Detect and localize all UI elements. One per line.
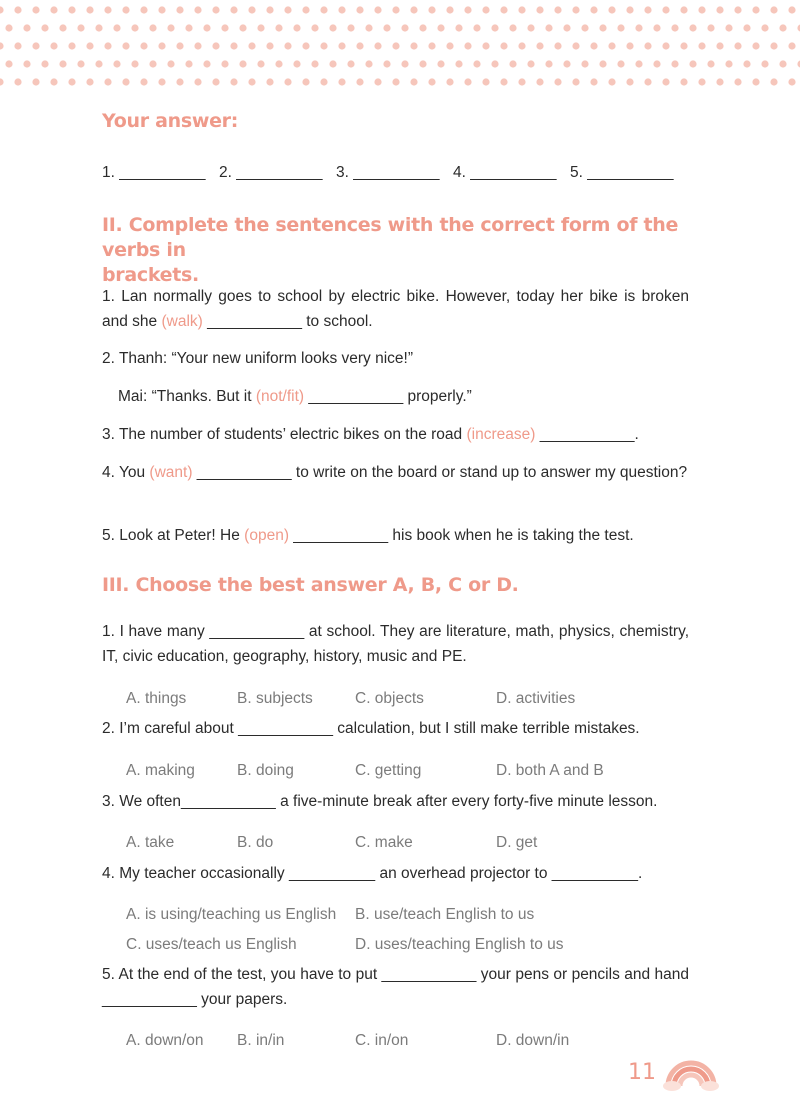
section-3-question-1: 1. I have many ___________ at school. They are literature, math, physics, chemistry, IT, civic education, geography, history, music and PE.: [102, 623, 689, 665]
question-text: 4. You: [102, 464, 150, 481]
rainbow-icon: [660, 1040, 722, 1092]
section-2-heading-line-1: II. Complete the sentences with the correct form of the verbs in: [102, 214, 679, 261]
polka-dot-border: [0, 0, 800, 95]
question-blank[interactable]: ___________ to school.: [202, 313, 373, 330]
section-2-question-3: [102, 422, 639, 447]
question-text: 3. The number of students’ electric bikes on the road: [102, 426, 467, 443]
option-d[interactable]: D. uses/teaching English to us: [355, 936, 564, 953]
verb-hint: (open): [244, 527, 289, 544]
answer-blank-5[interactable]: 5. __________: [570, 164, 674, 181]
option-a[interactable]: A. down/on: [126, 1032, 204, 1049]
section-2-question-2-line-1: 2. Thanh: “Your new uniform looks very nice!”: [102, 350, 414, 367]
question-blank[interactable]: ___________ his book when he is taking the test.: [288, 527, 634, 544]
section-3-question-3: 3. We often___________ a five-minute break after every forty-five minute lesson.: [102, 793, 658, 810]
option-b[interactable]: B. doing: [237, 762, 294, 779]
section-2-heading: [102, 213, 702, 288]
option-d[interactable]: D. both A and B: [496, 762, 604, 779]
verb-hint: (not/fit): [255, 388, 305, 405]
option-a[interactable]: A. things: [126, 690, 187, 707]
answer-blank-3[interactable]: 3. __________: [336, 164, 440, 181]
option-b[interactable]: B. in/in: [237, 1032, 285, 1049]
option-d[interactable]: D. get: [496, 834, 538, 851]
section-2-question-4: [102, 460, 689, 485]
section-2-heading-line-2: brackets.: [102, 264, 199, 286]
verb-hint: (increase): [466, 426, 536, 443]
verb-hint: (walk): [161, 313, 203, 330]
question-blank[interactable]: ___________ to write on the board or stand up to answer my question?: [192, 464, 688, 481]
question-blank[interactable]: ___________ properly.”: [304, 388, 472, 405]
section-3-question-5: 5. At the end of the test, you have to put ___________ your pens or pencils and hand ___________ your papers.: [102, 966, 689, 1008]
question-text: Mai: “Thanks. But it: [118, 388, 256, 405]
answer-blank-1[interactable]: 1. __________: [102, 164, 206, 181]
option-c[interactable]: C. getting: [355, 762, 422, 779]
section-2-question-5: [102, 523, 634, 548]
answer-blank-4[interactable]: 4. __________: [453, 164, 557, 181]
option-d[interactable]: D. activities: [496, 690, 576, 707]
option-c[interactable]: C. uses/teach us English: [126, 936, 297, 953]
option-d[interactable]: D. down/in: [496, 1032, 570, 1049]
page-number: 11: [628, 1060, 656, 1085]
option-a[interactable]: A. is using/teaching us English: [126, 906, 337, 923]
section-3-question-4: 4. My teacher occasionally __________ an overhead projector to __________.: [102, 865, 643, 882]
verb-hint: (want): [149, 464, 193, 481]
option-b[interactable]: B. do: [237, 834, 274, 851]
your-answer-heading: Your answer:: [102, 110, 239, 132]
section-2-question-1: [102, 284, 689, 334]
option-b[interactable]: B. use/teach English to us: [355, 906, 535, 923]
option-c[interactable]: C. make: [355, 834, 413, 851]
option-a[interactable]: A. take: [126, 834, 175, 851]
option-c[interactable]: C. objects: [355, 690, 424, 707]
question-blank[interactable]: ___________.: [535, 426, 639, 443]
option-c[interactable]: C. in/on: [355, 1032, 409, 1049]
option-b[interactable]: B. subjects: [237, 690, 313, 707]
question-text: 1. Lan normally goes to school by electric bike. However, today her bike is broken and she: [102, 288, 689, 330]
section-2-question-2-line-2: [118, 384, 472, 409]
section-3-question-2: 2. I’m careful about ___________ calculation, but I still make terrible mistakes.: [102, 720, 640, 737]
answer-blanks-row: [102, 164, 692, 182]
question-text: 5. Look at Peter! He: [102, 527, 245, 544]
option-a[interactable]: A. making: [126, 762, 195, 779]
section-3-heading: III. Choose the best answer A, B, C or D.: [102, 574, 519, 596]
answer-blank-2[interactable]: 2. __________: [219, 164, 323, 181]
